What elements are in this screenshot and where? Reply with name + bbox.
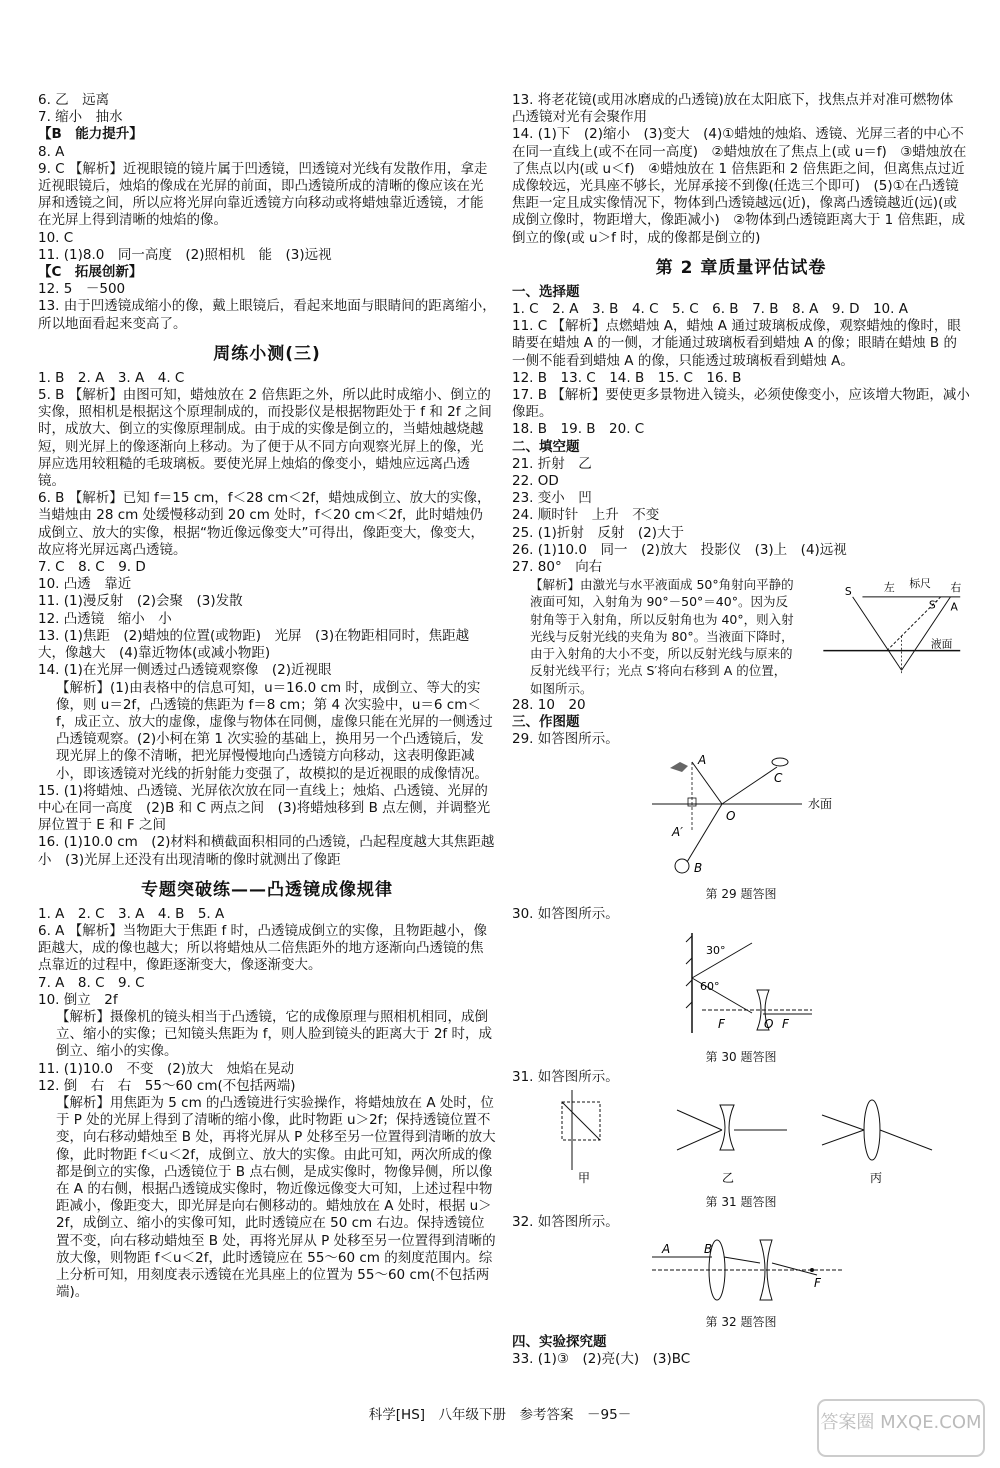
answer-line: 14. (1)在光屏一侧透过凸透镜观察像 (2)近视眼 — [38, 662, 332, 679]
q27-block — [512, 576, 970, 696]
answer-line: 25. (1)折射 反射 (2)大于 — [512, 524, 685, 541]
eye-icon — [772, 758, 788, 766]
focus-point — [810, 1268, 814, 1272]
answer-line: 11. (1)8.0 同一高度 (2)照相机 能 (3)远视 — [38, 246, 332, 263]
answer-line: 10. 倒立 2f — [38, 991, 118, 1008]
fish-icon — [675, 859, 689, 873]
mirror-hatch — [686, 980, 692, 986]
label-f1: F — [718, 1016, 725, 1031]
mirror-hatch — [686, 1002, 692, 1008]
prism-diagonal — [562, 1102, 600, 1140]
label-a: A — [698, 753, 707, 768]
figure-caption: 第 30 题答图 — [705, 1049, 777, 1064]
ray-bing-out — [880, 1130, 932, 1150]
label-a-prime: A′ — [672, 825, 683, 840]
label-jia: 甲 — [578, 1170, 591, 1185]
label-left: 左 — [883, 581, 895, 595]
answer-line: 6. A 【解析】当物距大于焦距 f 时，凸透镜成倒立的实像，且物距越小，像距越大，成的像也越大；所以将蜡烛从二倍焦距外的地方逐渐向凸透镜的焦点靠近的过程中，像距逐渐变大，像逐渐变大。 — [38, 922, 488, 974]
label-right: 右 — [950, 581, 962, 595]
answer-line: 1. A 2. C 3. A 4. B 5. A — [38, 905, 225, 922]
answer-line: 24. 顺时针 上升 不变 — [512, 507, 660, 524]
left-column — [38, 92, 496, 1301]
answer-line: 31. 如答图所示。 — [512, 1068, 619, 1085]
concave-lens — [720, 1105, 734, 1150]
label-a: A — [662, 1241, 671, 1256]
mirror-hatch — [686, 936, 692, 942]
label-b: B — [704, 1241, 713, 1256]
figure-29 — [512, 752, 970, 877]
figure-31 — [512, 1090, 970, 1185]
label-bing: 丙 — [870, 1170, 883, 1185]
answer-line: 6. B 【解析】已知 f＝15 cm，f＜28 cm＜2f，蜡烛成倒立、放大的实像，当蜡烛由 28 cm 处缓慢移动到 20 cm 处时，f＜20 cm＜2f，此时蜡烛仍成倒立、放大的实像，根据“物近像远像变大”可得出，像距变大，像变大，故应将光屏远离凸透镜。 — [38, 490, 491, 558]
answer-line: 12. 5 －500 — [38, 281, 126, 298]
section-title-weekly: 周练小测(三) — [213, 343, 321, 364]
label-f: F — [814, 1275, 821, 1290]
watermark-logo — [816, 1398, 986, 1458]
answer-line: 13. 将老花镜(或用冰磨成的凸透镜)放在太阳底下，找焦点并对准可燃物体 凸透镜对光有会聚作用 — [512, 92, 967, 126]
ray-c — [722, 767, 777, 804]
answer-line: 7. 缩小 抽水 — [38, 109, 123, 126]
bird-icon — [670, 762, 688, 772]
ray-yi-in — [677, 1110, 722, 1130]
label-yi: 乙 — [722, 1170, 735, 1185]
figure-caption: 第 29 题答图 — [705, 887, 777, 902]
part-heading: 一、选择题 — [512, 283, 580, 300]
ray-yi-in-2 — [677, 1130, 722, 1150]
analysis-text: 【解析】用焦距为 5 cm 的凸透镜进行实验操作，将蜡烛放在 A 处时，位于 P 处的光屏上得到了清晰的缩小像，此时物距 u＞2f；保持透镜位置不变，向右移动蜡烛至 B 处，再将光屏从 P 处移至另一位置得到清晰的放大像，此时物距 f＜u＜2f，成倒立、放大的实像。由此可知，两次所成的像都是倒立的实像，凸透镜位于 B 点右侧，是成实像时，物像异侧，所以像在 A 的右侧，根据凸透镜成实像时，物近像远像变大可知，上述过程中物距减小，像距变大，即光屏是向右侧移动的。蜡烛放在 A 处时，根据 u＞2f，成倒立、缩小的实像可知，此时透镜应在 50 cm 右边。保持透镜位置不变，向右移动蜡烛至 B 处，再将光屏从 P 处移至另一位置得到清晰的放大像，则物距 f＜u＜2f，此时透镜应在 55～60 cm 的刻度范围内。综上分析可知，用刻度表示透镜在光具座上的位置为 55～60 cm(不包括两端)。 — [56, 1094, 496, 1301]
figure-caption: 第 32 题答图 — [705, 1314, 777, 1329]
answer-line: 33. (1)③ (2)亮(大) (3)BC — [512, 1351, 691, 1368]
analysis-text: 【解析】(1)由表格中的信息可知，u＝16.0 cm 时，成倒立、等大的实像，则 u＝2f，凸透镜的焦距为 f＝8 cm；第 4 次实验中，u＝6 cm＜f，成正立、放大的虚像，虚像与物体在同侧，虚像只能在光屏的一侧透过凸透镜观察。(2)小柯在第 1 次实验的基础上，换用另一个凸透镜后，发现光屏上的像不清晰，把光屏慢慢地向凸透镜方向移动，这表明像距减小，即该透镜对光线的折射能力变强了，故模拟的是近视眼的成像情况。 — [56, 679, 493, 782]
answer-line: 32. 如答图所示。 — [512, 1213, 619, 1230]
label-b: B — [694, 861, 703, 876]
answer-line: 30. 如答图所示。 — [512, 906, 619, 923]
label-60: 60° — [700, 979, 720, 993]
label-a: A — [950, 600, 958, 614]
answer-line: 29. 如答图所示。 — [512, 731, 619, 748]
answer-line: 14. (1)下 (2)缩小 (3)变大 (4)①蜡烛的烛焰、透镜、光屏三者的中心不在同一直线上(或不在同一高度) ②蜡烛放在了焦点上(或 u＝f) ③蜡烛放在了焦点以内(或 u＜f) ④蜡烛放在 1 倍焦距和 2 倍焦距之间，但离焦点过近成像较远，光具座不够长，光屏承接不到像(任选三个即可) (5)①在凸透镜焦距一定且成实像情况下，物体到凸透镜越远(近)，像离凸透镜越近(远)(或成倒立像时，物距增大，像距减小) ②物体到凸透镜距离大于 1 倍焦距，成倒立的像(或 u＞f 时，成的像都是倒立的) — [512, 126, 967, 246]
label-f2: F — [782, 1016, 789, 1031]
incident-ray — [853, 597, 902, 670]
answer-line: 9. C 【解析】近视眼镜的镜片属于凹透镜，凹透镜对光线有发散作用，拿走近视眼镜后，烛焰的像成在光屏的前面，即凸透镜所成的清晰的像应该在光屏和透镜之间，所以应将光屏向靠近透镜方向移动或将蜡烛靠近透镜，才能在光屏上得到清晰的烛焰的像。 — [38, 160, 488, 229]
label-c: C — [774, 771, 783, 786]
answer-line: 26. (1)10.0 同一 (2)放大 投影仪 (3)上 (4)远视 — [512, 541, 847, 558]
answer-line: 21. 折射 乙 — [512, 455, 592, 472]
analysis-text: 【解析】摄像机的镜头相当于凸透镜，它的成像原理与照相机相同，成倒立、缩小的实像；已知镜头焦距为 f，则人脸到镜头的距离大于 2f 时，成倒立、缩小的实像。 — [56, 1008, 492, 1060]
part-heading: 二、填空题 — [512, 438, 580, 455]
watermark-text: 答案圈 MXQE.COM — [820, 1412, 982, 1433]
subsection-heading: 【B 能力提升】 — [38, 126, 143, 143]
figure-30 — [512, 928, 970, 1040]
section-title-chapter2: 第 2 章质量评估试卷 — [655, 257, 827, 278]
answer-line: 11. (1)10.0 不变 (2)放大 烛焰在晃动 — [38, 1060, 295, 1077]
label-ruler: 标尺 — [909, 577, 931, 591]
answer-line: 12. B 13. C 14. B 15. C 16. B — [512, 369, 742, 386]
q27-diagram — [794, 576, 970, 696]
answer-line: 5. B 【解析】由图可知，蜡烛放在 2 倍焦距之外，所以此时成缩小、倒立的实像，照相机是根据这个原理制成的，而投影仪是根据物距处于 f 和 2f 之间时，成放大、倒立的实像原理制成。由于成的实像是倒立的，当蜡烛越烧越短，则光屏上的像逐渐向上移动。为了便于从不同方向观察光屏上的像，光屏应选用较粗糙的毛玻璃板。要使光屏上烛焰的像变小，蜡烛应远离凸透镜。 — [38, 387, 492, 490]
answer-line: 18. B 19. B 20. C — [512, 421, 645, 438]
answer-line: 11. C 【解析】点燃蜡烛 A，蜡烛 A 通过玻璃板成像，观察蜡烛的像时，眼睛要在蜡烛 A 的一侧，才能通过玻璃板看到蜡烛 A 的像；眼睛在蜡烛 B 的一侧不能看到蜡烛 A 的像，只能透过玻璃板看到蜡烛 A。 — [512, 318, 961, 369]
part-heading: 三、作图题 — [512, 713, 580, 730]
answer-line: 12. 倒 右 右 55～60 cm(不包括两端) — [38, 1077, 296, 1094]
answer-line: 27. 80° 向右 — [512, 559, 603, 576]
mirror-hatch — [686, 958, 692, 964]
answer-line: 1. C 2. A 3. B 4. C 5. C 6. B 7. B 8. A 9. D 10. A — [512, 301, 908, 318]
ray-out — [772, 1263, 817, 1275]
ray-bing-in-2 — [822, 1130, 864, 1145]
ray-mid — [724, 1257, 760, 1263]
label-o: O — [764, 1016, 774, 1031]
ray-bing-in — [822, 1115, 864, 1130]
answer-line: 16. (1)10.0 cm (2)材料和横截面积相同的凸透镜，凸起程度越大其焦距越小 (3)光屏上还没有出现清晰的像时就测出了像距 — [38, 834, 495, 868]
label-liquid: 液面 — [930, 638, 953, 652]
right-column — [512, 92, 970, 1368]
convex-lens — [864, 1100, 880, 1160]
answer-line: 8. A — [38, 143, 65, 160]
answer-line: 11. (1)漫反射 (2)会聚 (3)发散 — [38, 593, 243, 610]
answer-line: 7. A 8. C 9. C — [38, 974, 145, 991]
answer-line: 28. 10 20 — [512, 696, 586, 713]
subsection-heading: 【C 拓展创新】 — [38, 264, 143, 281]
section-title-special: 专题突破练——凸透镜成像规律 — [141, 879, 393, 900]
page-footer: 科学[HS] 八年级下册 参考答案 －95－ — [368, 1407, 632, 1423]
answer-line: 1. B 2. A 3. A 4. C — [38, 369, 185, 386]
answer-line: 13. (1)焦距 (2)蜡烛的位置(或物距) 光屏 (3)在物距相同时，焦距越大，像越大 (4)靠近物体(或减小物距) — [38, 627, 470, 662]
label-s-prime: S′ — [928, 598, 939, 612]
answer-line: 15. (1)将蜡烛、凸透镜、光屏依次放在同一直线上；烛焰、凸透镜、光屏的中心在同一高度 (2)B 和 C 两点之间 (3)将蜡烛移到 B 点左侧，并调整光屏位置于 E 和 F 之间 — [38, 782, 491, 834]
answer-line: 22. OD — [512, 473, 559, 490]
answer-line: 6. 乙 远离 — [38, 92, 110, 108]
reflected-ray — [902, 597, 951, 670]
answer-line: 12. 凸透镜 缩小 小 — [38, 610, 172, 627]
answer-line: 13. 由于凹透镜成缩小的像，戴上眼镜后，看起来地面与眼睛间的距离缩小，所以地面看起来变高了。 — [38, 298, 496, 332]
figure-caption: 第 31 题答图 — [705, 1194, 777, 1209]
analysis-text: 【解析】由激光与水平液面成 50°角射向平静的液面可知，入射角为 90°－50°＝40°。因为反射角等于入射角，所以反射角也为 40°，则入射光线与反射光线的夹角为 80°。当液面下降时，由于入射角的大小不变，所以反射光线与原来的反射光线平行；光点 S′将向右移到 A 的位置，如图所示。 — [530, 577, 794, 696]
label-30: 30° — [706, 943, 726, 957]
label-o: O — [726, 809, 736, 824]
label-s: S — [844, 585, 852, 599]
ray-a — [692, 762, 722, 804]
part-heading: 四、实验探究题 — [512, 1333, 607, 1350]
figure-32 — [512, 1235, 970, 1305]
label-water: 水面 — [808, 797, 833, 812]
answer-line: 23. 变小 凹 — [512, 490, 592, 507]
answer-line: 10. C — [38, 229, 74, 246]
answer-line: 7. C 8. C 9. D — [38, 559, 146, 576]
answer-line: 10. 凸透 靠近 — [38, 576, 132, 593]
answer-line: 17. B 【解析】要使更多景物进入镜头，必须使像变小，应该增大物距，减小像距。 — [512, 387, 970, 421]
